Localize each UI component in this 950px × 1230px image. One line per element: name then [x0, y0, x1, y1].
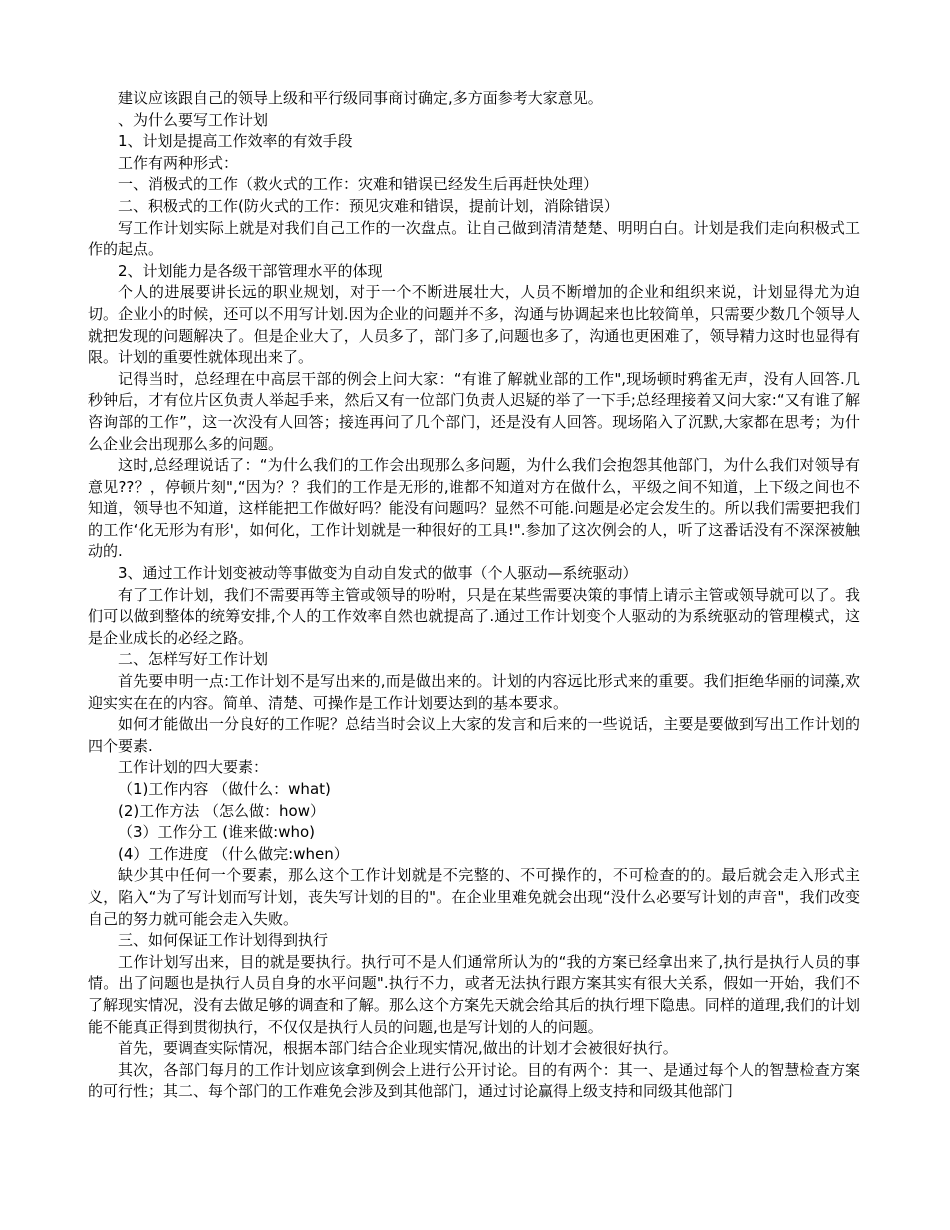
paragraph: 这时,总经理说话了：“为什么我们的工作会出现那么多问题，为什么我们会抱怨其他部门，为什么我们对领导有意见??？，停顿片刻",“因为？？我们的工作是无形的,谁都不知道对方在做什么，平级之间不知道，上下级之间也不知道，领导也不知道，这样能把工作做好吗？能没有问题吗？显然不可能.问题是必定会发生的。所以我们需要把我们的工作‘化无形为有形'，如何化，工作计划就是一种很好的工具!".参加了这次例会的人，听了这番话没有不深深被触动的.: [88, 456, 860, 561]
list-item: (4）工作进度 （什么做完:when）: [118, 844, 349, 863]
paragraph: 工作计划写出来，目的就是要执行。执行可不是人们通常所认为的“我的方案已经拿出来了,执行是执行人员的事情。出了问题也是执行人员自身的水平问题".执行不力，或者无法执行跟方案其实有很大关系，假如一开始，我们不了解现实情况，没有去做足够的调查和了解。那么这个方案先天就会给其后的执行埋下隐患。同样的道理,我们的计划能不能真正得到贯彻执行，不仅仅是执行人员的问题,也是写计划的人的问题。: [88, 952, 860, 1036]
paragraph: 首先要申明一点:工作计划不是写出来的,而是做出来的。计划的内容远比形式来的重要。我们拒绝华丽的词藻,欢迎实实在在的内容。简单、清楚、可操作是工作计划要达到的基本要求。: [88, 672, 860, 712]
section-heading: 、为什么要写工作计划: [118, 110, 269, 129]
paragraph: 其次，各部门每月的工作计划应该拿到例会上进行公开讨论。目的有两个：其一、是通过每个人的智慧检查方案的可行性；其二、每个部门的工作难免会涉及到其他部门，通过讨论赢得上级支持和同级其他部门: [88, 1060, 860, 1101]
subsection-heading: 3、通过工作计划变被动等事做变为自动自发式的做事（个人驱动—系统驱动）: [118, 564, 638, 583]
section-heading: 二、怎样写好工作计划: [118, 650, 269, 669]
paragraph: 首先，要调查实际情况，根据本部门结合企业现实情况,做出的计划才会被很好执行。: [118, 1039, 678, 1058]
paragraph: 如何才能做出一分良好的工作呢？总结当时会议上大家的发言和后来的一些说话，主要是要做到写出工作计划的四个要素.: [88, 715, 860, 755]
subsection-heading: 1、计划是提高工作效率的有效手段: [118, 132, 353, 151]
list-item: （3）工作分工 (谁来做:who): [118, 823, 316, 842]
list-item: （1)工作内容 （做什么：what): [118, 780, 331, 798]
paragraph: 写工作计划实际上就是对我们自己工作的一次盘点。让自己做到清清楚楚、明明白白。计划是我们走向积极式工作的起点。: [88, 218, 860, 259]
paragraph: 工作有两种形式：: [118, 153, 239, 172]
paragraph: 个人的进展要讲长远的职业规划，对于一个不断进展壮大，人员不断增加的企业和组织来说，计划显得尤为迫切。企业小的时候，还可以不用写计划.因为企业的问题并不多，沟通与协调起来也比较简单，只需要少数几个领导人就把发现的问题解决了。但是企业大了，人员多了，部门多了,问题也多了，沟通也更困难了，领导精力这时也显得有限。计划的重要性就体现出来了。: [88, 283, 860, 367]
list-item: 一、消极式的工作（救火式的工作：灾难和错误已经发生后再赶快处理）: [118, 175, 599, 194]
section-heading: 三、如何保证工作计划得到执行: [118, 931, 329, 950]
paragraph: 建议应该跟自己的领导上级和平行级同事商讨确定,多方面参考大家意见。: [118, 89, 603, 107]
list-item: 二、积极式的工作(防火式的工作：预见灾难和错误，提前计划，消除错误）: [118, 196, 619, 215]
list-item: (2)工作方法 （怎么做：how）: [118, 801, 325, 820]
paragraph: 有了工作计划，我们不需要再等主管或领导的吩咐，只是在某些需要决策的事情上请示主管或领导就可以了。我们可以做到整体的统筹安排,个人的工作效率自然也就提高了.通过工作计划变个人驱动的为系统驱动的管理模式，这是企业成长的必经之路。: [88, 585, 860, 647]
document-body: [88, 88, 860, 1103]
subsection-heading: 2、计划能力是各级干部管理水平的体现: [118, 261, 383, 280]
paragraph: 工作计划的四大要素：: [118, 758, 269, 777]
paragraph: 记得当时，总经理在中高层干部的例会上问大家：“有谁了解就业部的工作",现场顿时鸦雀无声，没有人回答.几秒钟后，才有位片区负责人举起手来，然后又有一位部门负责人迟疑的举了一下手;总经理接着又问大家:“又有谁了解咨询部的工作”，这一次没有人回答；接连再问了几个部门，还是没有人回答。现场陷入了沉默,大家都在思考；为什么企业会出现那么多的问题。: [88, 369, 860, 453]
paragraph: 缺少其中任何一个要素，那么这个工作计划就是不完整的、不可操作的，不可检查的的。最后就会走入形式主义，陷入“为了写计划而写计划，丧失写计划的目的"。在企业里难免就会出现“没什么必要写计划的声音"，我们改变自己的努力就可能会走入失败。: [88, 866, 860, 928]
